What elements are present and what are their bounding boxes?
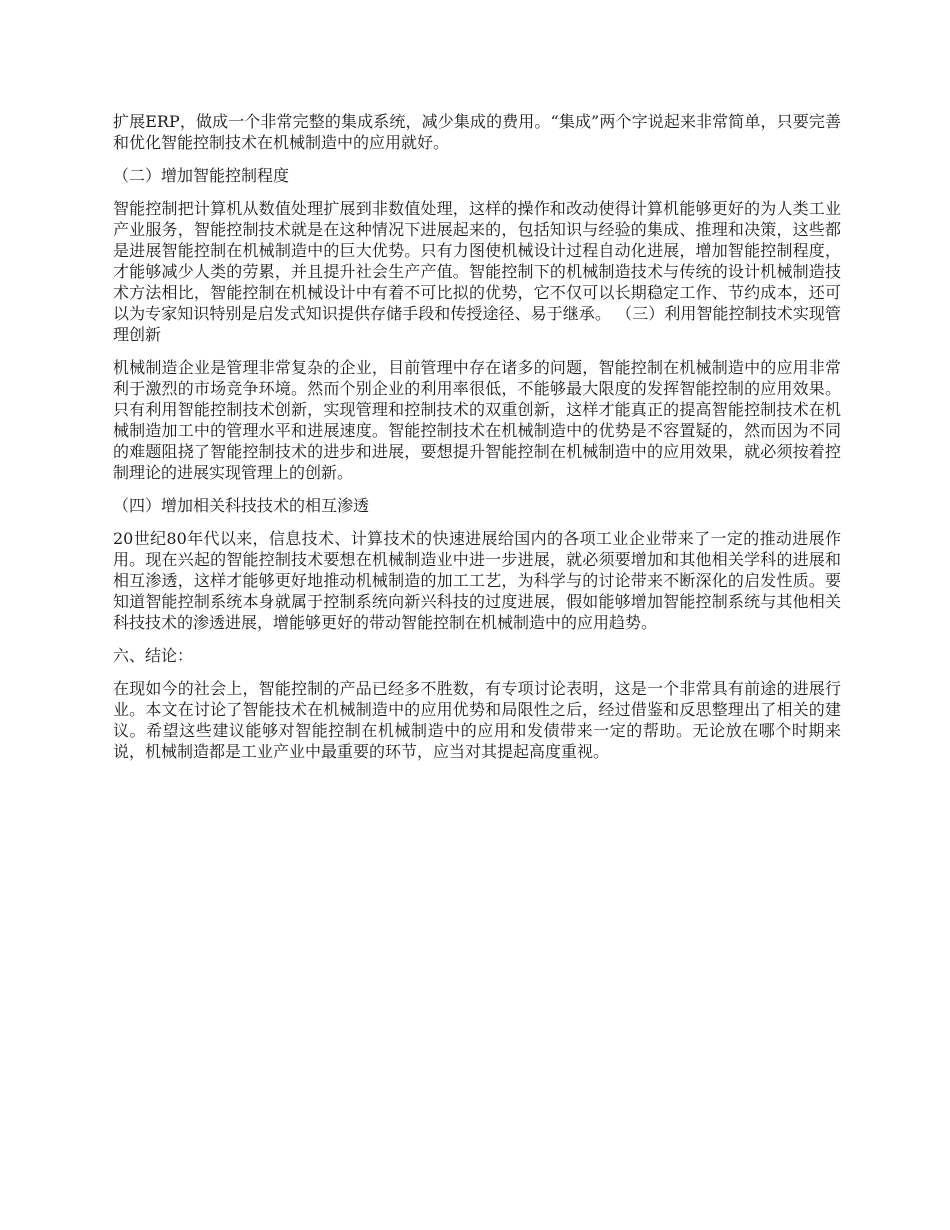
section-heading-conclusion: 六、结论： bbox=[113, 646, 194, 665]
paragraph-tech-penetration: 20世纪80年代以来，信息技术、计算技术的快速进展给国内的各项工业企业带来了一定的推动进展作用。现在兴起的智能控制技术要想在机械制造业中进一步进展，就必须要增加和其他相关学科的进展和相互渗透，这样才能够更好地推动机械制造的加工工艺，为科学与的讨论带来不断深化的启发性质。要知道智能控制系统本身就属于控制系统向新兴科技的过度进展，假如能够增加智能控制系统与其他相关科技技术的渗透进展，增能够更好的带动智能控制在机械制造中的应用趋势。 bbox=[113, 529, 841, 632]
section-heading-increase-control: （二）增加智能控制程度 bbox=[113, 166, 290, 185]
document-body bbox=[113, 111, 841, 774]
paragraph-intelligent-control: 智能控制把计算机从数值处理扩展到非数值处理，这样的操作和改动使得计算机能够更好的为人类工业产业服务，智能控制技术就是在这种情况下进展起来的，包括知识与经验的集成、推理和决策，这些都是进展智能控制在机械制造中的巨大优势。只有力图使机械设计过程自动化进展，增加智能控制程度，才能够减少人类的劳累，并且提升社会生产产值。智能控制下的机械制造技术与传统的设计机械制造技术方法相比，智能控制在机械设计中有着不可比拟的优势，它不仅可以长期稳定工作、节约成本，还可以为专家知识特别是启发式知识提供存储手段和传授途径、易于继承。 （三）利用智能控制技术实现管理创新 bbox=[113, 199, 841, 344]
paragraph-management-innovation: 机械制造企业是管理非常复杂的企业，目前管理中存在诸多的问题，智能控制在机械制造中的应用非常利于激烈的市场竞争环境。然而个别企业的利用率很低，不能够最大限度的发挥智能控制的应用效果。只有利用智能控制技术创新，实现管理和控制技术的双重创新，这样才能真正的提高智能控制技术在机械制造加工中的管理水平和进展速度。智能控制技术在机械制造中的优势是不容置疑的，然而因为不同的难题阻挠了智能控制技术的进步和进展，要想提升智能控制在机械制造中的应用效果，就必须按着控制理论的进展实现管理上的创新。 bbox=[113, 358, 841, 482]
paragraph-conclusion: 在现如今的社会上，智能控制的产品已经多不胜数，有专项讨论表明，这是一个非常具有前途的进展行业。本文在讨论了智能技术在机械制造中的应用优势和局限性之后，经过借鉴和反思整理出了相关的建议。希望这些建议能够对智能控制在机械制造中的应用和发债带来一定的帮助。无论放在哪个时期来说，机械制造都是工业产业中最重要的环节，应当对其提起高度重视。 bbox=[113, 679, 841, 761]
section-heading-tech-penetration: （四）增加相关科技技术的相互渗透 bbox=[113, 496, 370, 515]
paragraph-erp-integration: 扩展ERP，做成一个非常完整的集成系统，减少集成的费用。“集成”两个字说起来非常简单，只要完善和优化智能控制技术在机械制造中的应用就好。 bbox=[113, 112, 841, 152]
